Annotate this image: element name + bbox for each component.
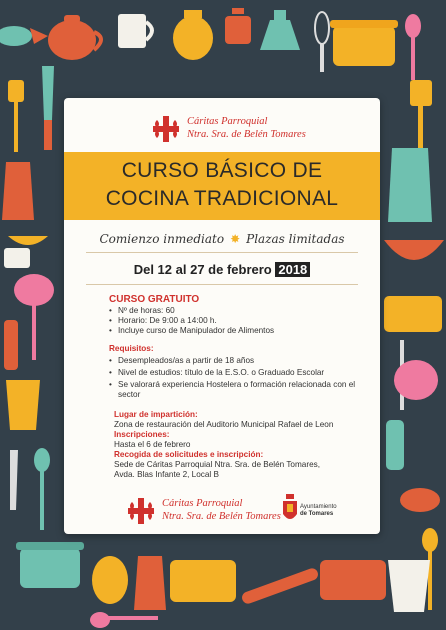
dates-year: 2018	[275, 262, 310, 277]
pot-icon-2	[384, 296, 442, 332]
course-heading: CURSO GRATUITO	[109, 294, 200, 305]
council-name	[300, 504, 337, 518]
venue-heading: Lugar de impartición:	[114, 410, 198, 419]
bottle-icon-2	[386, 420, 404, 470]
caritas-logo	[151, 114, 306, 144]
pitcher-icon-2	[388, 560, 430, 612]
course-dates	[64, 262, 380, 277]
venue-section	[114, 410, 374, 480]
pot-icon-5	[320, 560, 386, 600]
org-name-line2: Ntra. Sra. de Belén Tomares	[187, 129, 306, 140]
requirement-item: • Se valorará experiencia Hostelera o formación relacionada con el sector	[109, 380, 359, 400]
course-item: • Horario: De 9:00 a 14:00 h.	[109, 316, 274, 326]
council-name-line2: de Tomares	[300, 511, 334, 517]
title-banner	[64, 152, 380, 220]
bottle-icon	[4, 320, 18, 370]
pot-icon-4	[170, 560, 236, 602]
pot-icon	[330, 20, 398, 66]
teapot-icon-2	[394, 360, 438, 400]
divider-bottom	[86, 284, 358, 285]
divider-top	[86, 252, 358, 253]
pot-icon-3	[16, 542, 84, 588]
cup-icon-2	[4, 248, 30, 268]
requirements-section	[109, 344, 359, 400]
title-line2: COCINA TRADICIONAL	[105, 187, 339, 210]
requirement-item: • Nivel de estudios: título de la E.S.O. o Graduado Escolar	[109, 368, 359, 378]
enrollment-text: Hasta el 6 de febrero	[114, 440, 191, 449]
jar-icon-2	[92, 556, 128, 604]
council-name-line1: Ayuntamiento	[300, 504, 337, 510]
caritas-cross-icon	[126, 496, 156, 526]
requirements-heading: Requisitos:	[109, 344, 154, 353]
pitcher-icon	[6, 380, 40, 430]
org-name-line1: Cáritas Parroquial	[187, 116, 268, 127]
requirement-item: • Desempleados/as a partir de 18 años	[109, 356, 359, 366]
caritas-cross-icon	[151, 114, 181, 144]
collection-address-line1: Sede de Cáritas Parroquial Ntra. Sra. de Belén Tomares,	[114, 460, 321, 469]
grater-icon	[2, 162, 34, 220]
tagline-start: Comienzo inmediato	[99, 232, 225, 246]
org-name-line2: Ntra. Sra. de Belén Tomares	[162, 511, 281, 522]
org-name-line1: Cáritas Parroquial	[162, 498, 243, 509]
caritas-logo-footer	[126, 496, 281, 526]
course-item: • Incluye curso de Manipulador de Alimentos	[109, 326, 274, 336]
enrollment-heading: Inscripciones:	[114, 430, 170, 439]
tagline	[64, 232, 380, 246]
grater-icon-3	[134, 556, 166, 610]
grater-icon-2	[388, 148, 432, 222]
town-council-logo	[282, 492, 342, 530]
pan-icon-2	[400, 488, 440, 512]
coat-of-arms-icon	[282, 494, 298, 524]
venue-text: Zona de restauración del Auditorio Municipal Rafael de Leon	[114, 420, 334, 429]
dates-text: Del 12 al 27 de febrero	[133, 262, 272, 277]
course-section	[109, 294, 274, 336]
title-line1: CURSO BÁSICO DE	[121, 159, 323, 182]
course-item: • Nº de horas: 60	[109, 306, 274, 316]
tagline-places: Plazas limitadas	[246, 232, 345, 246]
collection-heading: Recogida de solicitudes e inscripción:	[114, 450, 264, 459]
info-card	[64, 98, 380, 534]
collection-address-line2: Avda. Blas Infante 2, Local B	[114, 470, 219, 479]
star-icon: ✸	[230, 232, 241, 246]
